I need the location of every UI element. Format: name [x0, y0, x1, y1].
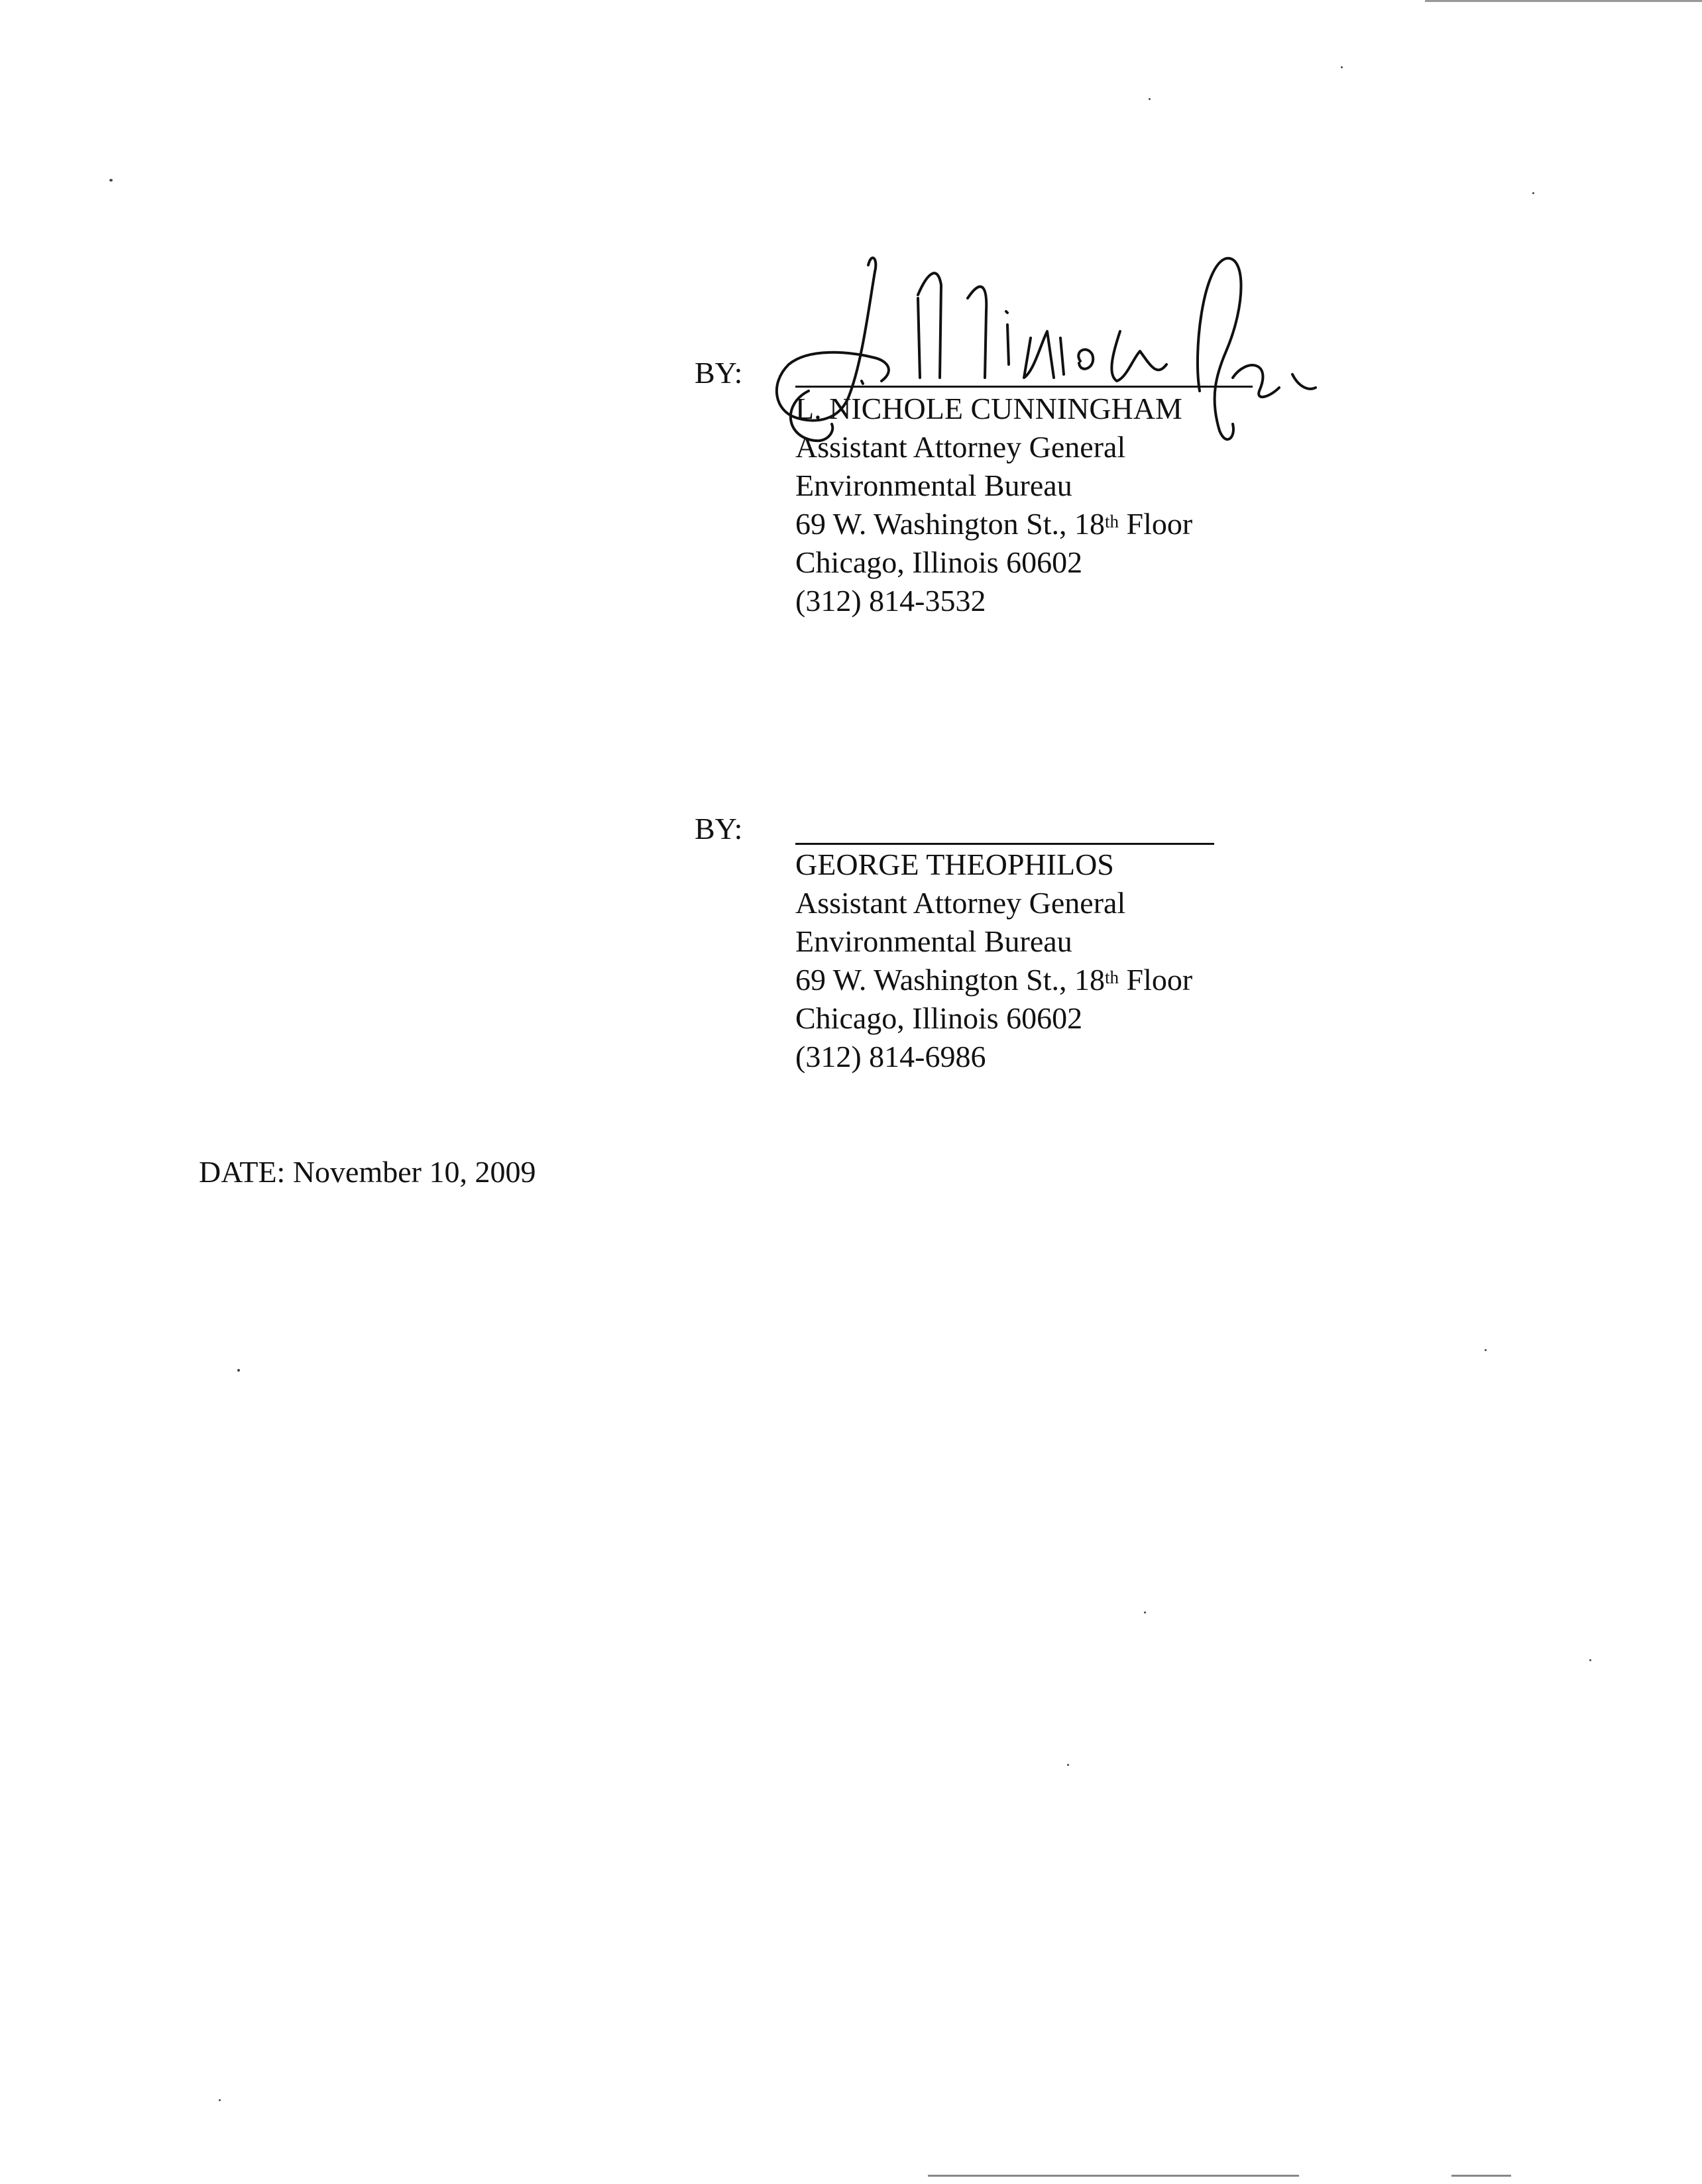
signatory-address [795, 505, 1192, 543]
signatory-city: Chicago, Illinois 60602 [795, 1001, 1083, 1035]
scan-speck [1589, 1659, 1591, 1661]
scan-speck [1149, 98, 1151, 100]
signatory-block-1 [795, 390, 1192, 620]
signatory-bureau: Environmental Bureau [795, 468, 1072, 502]
address-suffix: Floor [1119, 963, 1193, 997]
scan-speck [1485, 1349, 1487, 1351]
scan-speck [1067, 1764, 1069, 1766]
scan-speck [219, 2099, 221, 2101]
signatory-title: Assistant Attorney General [795, 430, 1126, 464]
scan-edge-top [1425, 0, 1702, 2]
signatory-phone: (312) 814-3532 [795, 584, 986, 618]
signatory-address [795, 961, 1192, 999]
address-superscript: th [1105, 512, 1119, 531]
scan-speck [237, 1369, 240, 1372]
scan-speck [1532, 192, 1534, 194]
scan-edge-bottom [928, 2175, 1299, 2177]
signatory-block-2 [795, 846, 1192, 1076]
by-label-1: BY: [695, 356, 743, 390]
signatory-title: Assistant Attorney General [795, 886, 1126, 920]
scan-speck [1144, 1611, 1146, 1613]
by-label-2: BY: [695, 812, 743, 846]
signatory-name: L. NICHOLE CUNNINGHAM [795, 392, 1182, 425]
address-superscript: th [1105, 967, 1119, 987]
scan-speck [1341, 66, 1343, 68]
scan-edge-bottom [1451, 2175, 1511, 2177]
signatory-name: GEORGE THEOPHILOS [795, 847, 1114, 881]
address-suffix: Floor [1119, 507, 1193, 541]
date-line: DATE: November 10, 2009 [199, 1155, 536, 1189]
signatory-city: Chicago, Illinois 60602 [795, 545, 1083, 579]
signatory-phone: (312) 814-6986 [795, 1040, 986, 1073]
address-prefix: 69 W. Washington St., 18 [795, 507, 1106, 541]
signature-line-2 [795, 843, 1214, 845]
address-prefix: 69 W. Washington St., 18 [795, 963, 1106, 997]
scan-speck [109, 179, 113, 182]
signatory-bureau: Environmental Bureau [795, 924, 1072, 958]
